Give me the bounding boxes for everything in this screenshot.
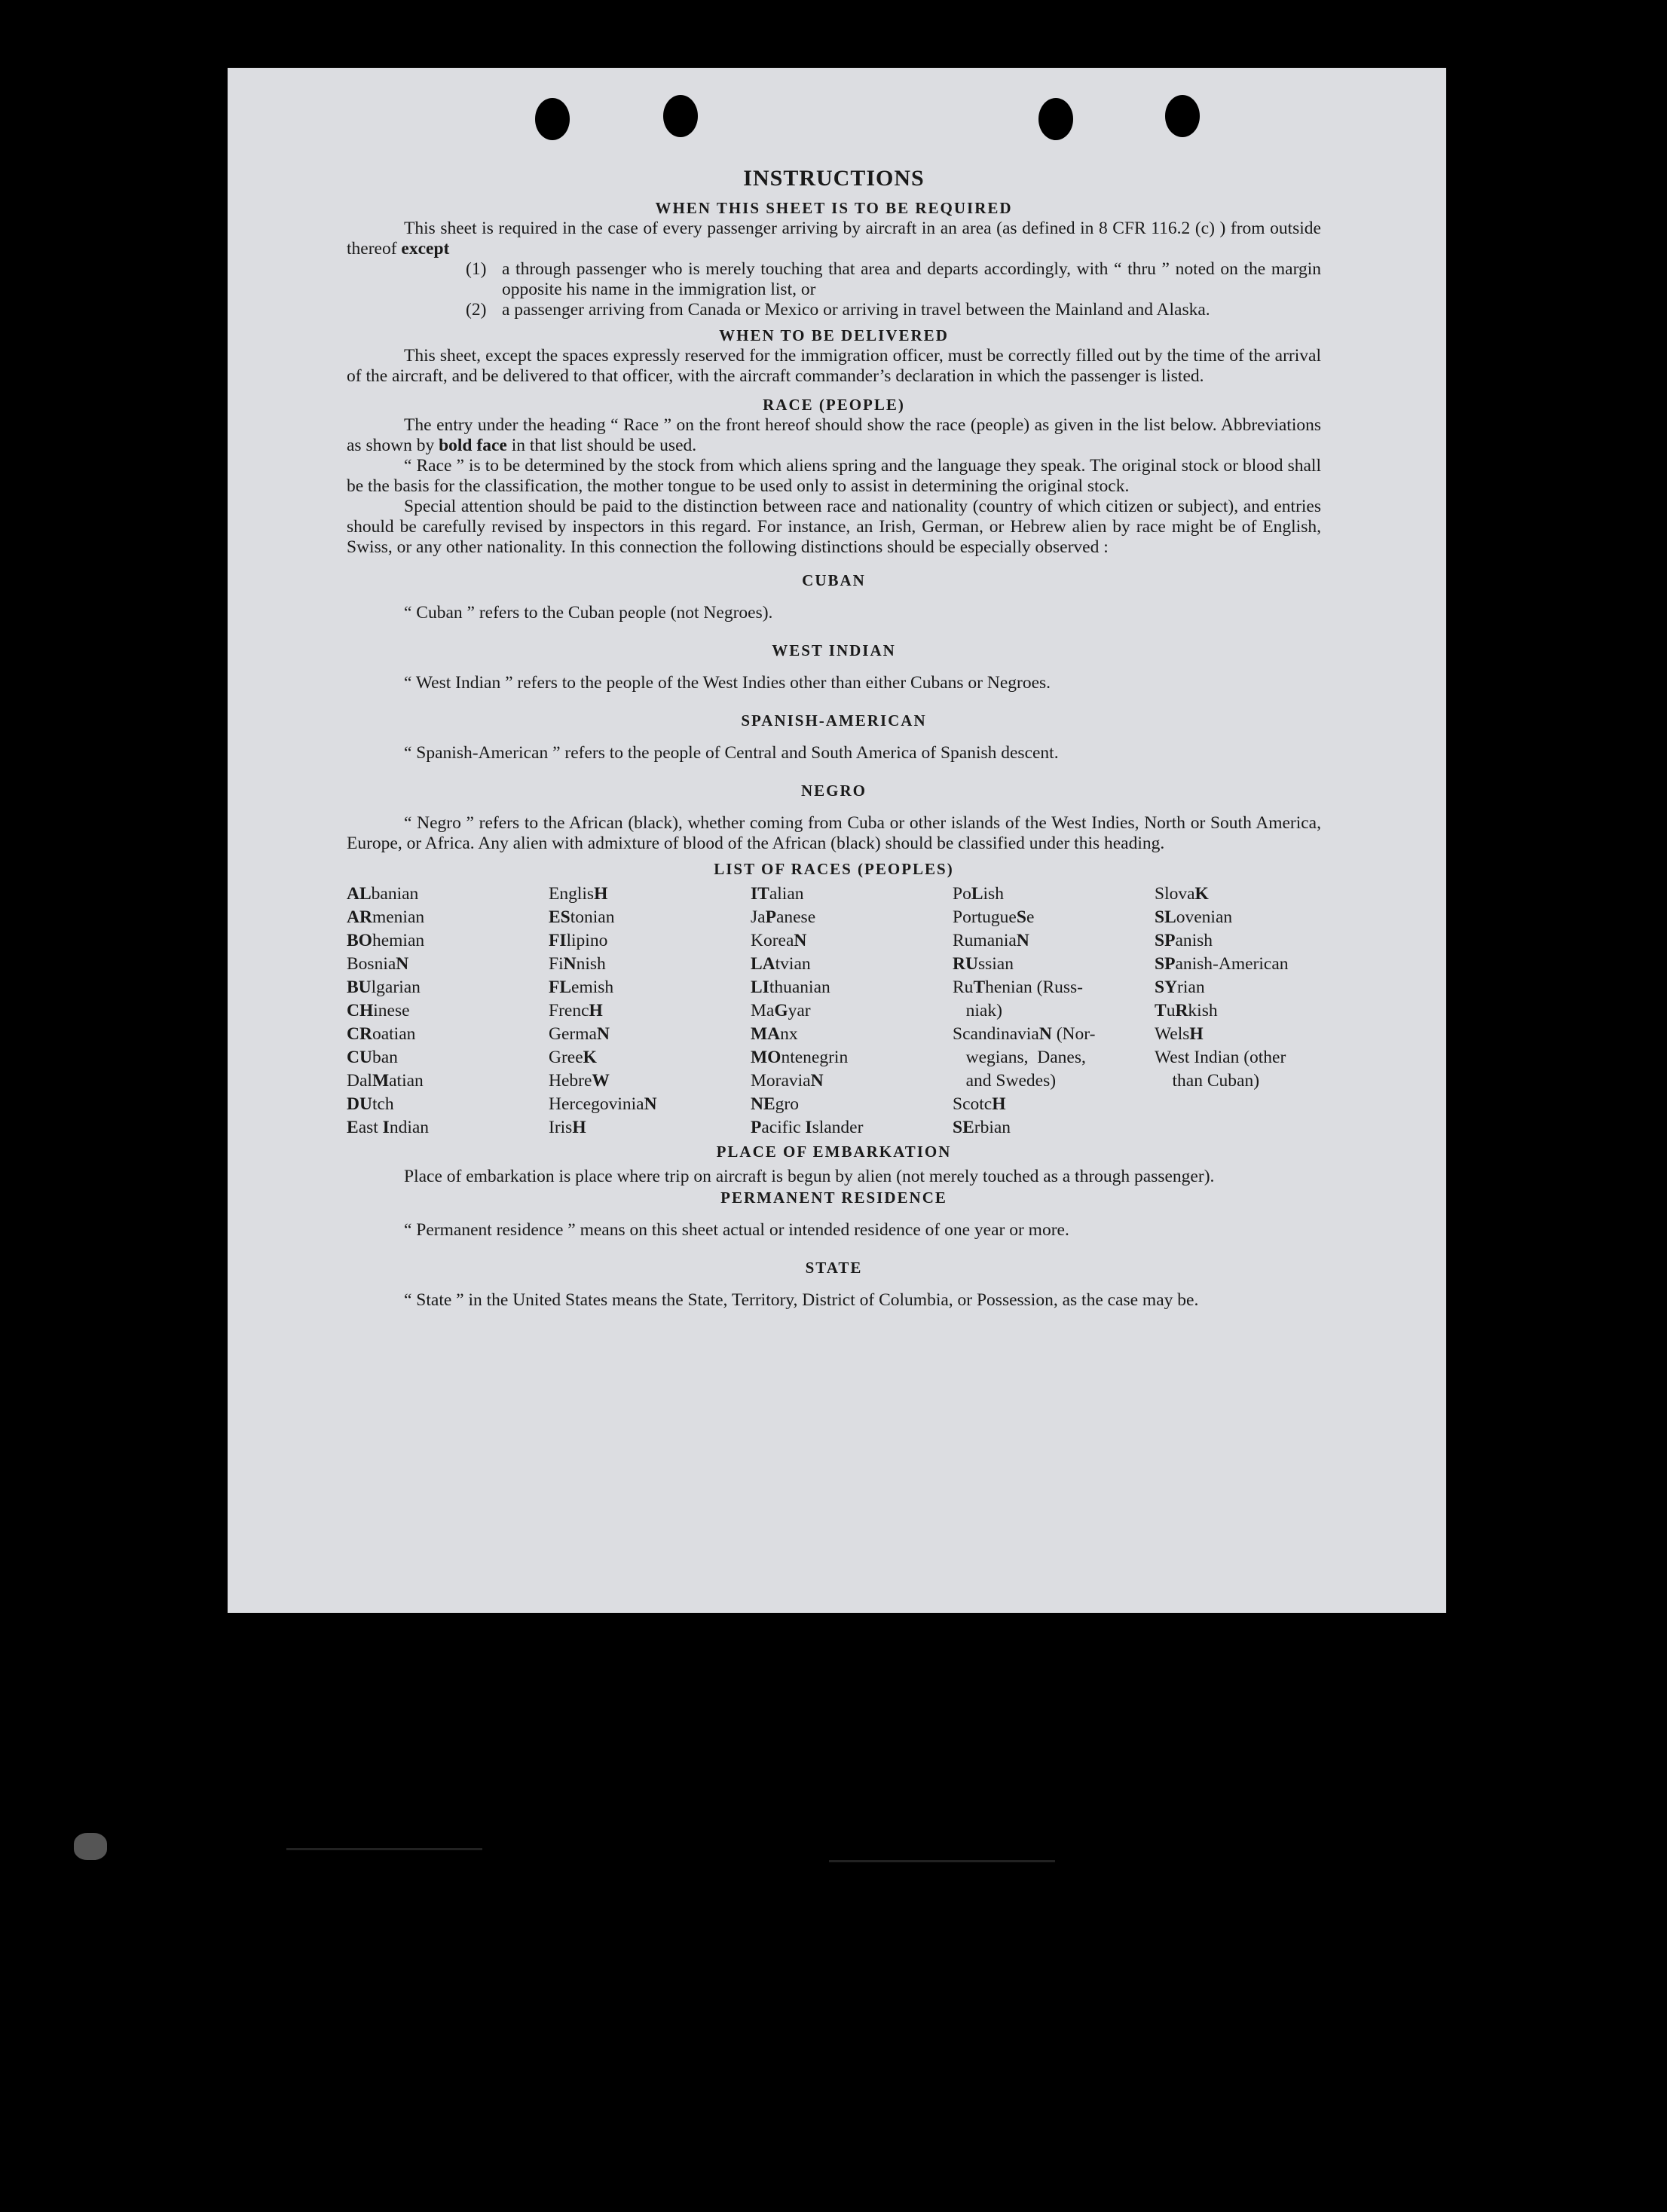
- race-entry: FLemish: [549, 978, 614, 997]
- race-entry: SErbian: [953, 1118, 1011, 1137]
- heading-permanent-residence: PERMANENT RESIDENCE: [720, 1189, 947, 1207]
- race-entry: CUban: [347, 1048, 398, 1067]
- when-required-text: [347, 219, 1321, 259]
- item-text: a through passenger who is merely touching that area and departs accordingly, with “ thru ” noted on the margin opposite his name in the immigration list, or: [502, 259, 1321, 299]
- race-entry: RumaniaN: [953, 931, 1029, 950]
- race-entry: WelsH: [1155, 1024, 1204, 1044]
- race-entry: GermaN: [549, 1024, 610, 1044]
- bold-face-word: bold face: [439, 436, 507, 455]
- race-entry: MAnx: [751, 1024, 798, 1044]
- races-column: [751, 883, 953, 1140]
- race-entry: HercegoviniaN: [549, 1094, 657, 1114]
- races-column: [953, 883, 1155, 1140]
- instructions-content: [347, 166, 1321, 1311]
- race-entry: wegians, Danes,: [953, 1048, 1086, 1067]
- heading-west-indian: WEST INDIAN: [772, 641, 896, 659]
- race-entry: FiNnish: [549, 954, 606, 974]
- race-entry: EnglisH: [549, 884, 608, 904]
- race-entry: LAtvian: [751, 954, 811, 974]
- race-entry: MOntenegrin: [751, 1048, 849, 1067]
- page-title: INSTRUCTIONS: [743, 166, 925, 191]
- heading-spanish-american: SPANISH-AMERICAN: [741, 711, 927, 730]
- race-para-3: Special attention should be paid to the distinction between race and nationality (country of which citizen or subject), and entries should be carefully revised by inspectors in this regard. For instance, an Irish, German, or Hebrew alien by race might be of English, Swiss, or any other nationality. In this connection the following distinctions should be especially observed :: [347, 497, 1321, 557]
- scan-artifact: [286, 1848, 482, 1850]
- race-entry: MoraviaN: [751, 1071, 824, 1091]
- list-item: [466, 300, 1321, 320]
- punch-hole: [535, 98, 570, 140]
- heading-race: RACE (PEOPLE): [763, 396, 905, 414]
- race-entry: BUlgarian: [347, 978, 421, 997]
- race-para-2: “ Race ” is to be determined by the stock from which aliens spring and the language they speak. The original stock or blood shall be the basis for the classification, the mother tongue to be used only to assist in determining the original stock.: [347, 456, 1321, 496]
- race-entry: ITalian: [751, 884, 804, 904]
- race-entry: East Indian: [347, 1118, 430, 1137]
- spanish-american-text: “ Spanish-American ” refers to the people of Central and South America of Spanish descent.: [404, 743, 1059, 763]
- negro-text: “ Negro ” refers to the African (black), whether coming from Cuba or other islands of the West Indies, North or South America, Europe, or Africa. Any alien with admixture of blood of the African (black) should be classified under this heading.: [347, 813, 1321, 853]
- race-entry: RuThenian (Russ-: [953, 978, 1084, 997]
- state-text: “ State ” in the United States means the State, Territory, District of Columbia, or Possession, as the case may be.: [404, 1290, 1199, 1310]
- scan-artifact: [74, 1833, 107, 1860]
- race-entry: ALbanian: [347, 884, 419, 904]
- race-entry: MaGyar: [751, 1001, 811, 1020]
- race-entry: PortugueSe: [953, 907, 1035, 927]
- when-delivered-text: This sheet, except the spaces expressly reserved for the immigration officer, must be correctly filled out by the time of the arrival of the aircraft, and be delivered to that officer, with the aircraft commander’s declaration in which the passenger is listed.: [347, 346, 1321, 386]
- race-entry: KoreaN: [751, 931, 807, 950]
- race-para-1b: in that list should be used.: [511, 436, 697, 455]
- race-entry: ARmenian: [347, 907, 425, 927]
- race-entry: NEgro: [751, 1094, 799, 1114]
- race-entry: SPanish: [1155, 931, 1213, 950]
- race-entry: HebreW: [549, 1071, 610, 1091]
- cuban-text: “ Cuban ” refers to the Cuban people (not Negroes).: [404, 603, 773, 623]
- race-entry: niak): [953, 1001, 1002, 1020]
- race-entry: SlovaK: [1155, 884, 1209, 904]
- race-entry: LIthuanian: [751, 978, 830, 997]
- permanent-residence-text: “ Permanent residence ” means on this sheet actual or intended residence of one year or more.: [404, 1220, 1069, 1240]
- heading-state: STATE: [805, 1259, 863, 1277]
- race-entry: SPanish-American: [1155, 954, 1289, 974]
- race-entry: PoLish: [953, 884, 1004, 904]
- race-entry: JaPanese: [751, 907, 816, 927]
- race-entry: RUssian: [953, 954, 1014, 974]
- except-word: except: [401, 239, 450, 259]
- race-entry: GreeK: [549, 1048, 597, 1067]
- race-entry: CHinese: [347, 1001, 410, 1020]
- item-number: (2): [466, 300, 487, 320]
- race-entry: West Indian (other: [1155, 1048, 1286, 1067]
- race-entry: DUtch: [347, 1094, 394, 1114]
- list-item: [466, 259, 1321, 300]
- embarkation-text: Place of embarkation is place where trip on aircraft is begun by alien (not merely touched as a through passenger).: [404, 1167, 1215, 1186]
- race-entry: DalMatian: [347, 1071, 424, 1091]
- scan-artifact: [829, 1860, 1055, 1862]
- race-entry: BOhemian: [347, 931, 425, 950]
- race-para-1: [347, 415, 1321, 456]
- punch-hole: [1165, 95, 1200, 137]
- race-para-1a: The entry under the heading “ Race ” on the front hereof should show the race (people) as given in the list below. Abbreviations as shown by: [347, 415, 1321, 455]
- race-entry: SLovenian: [1155, 907, 1233, 927]
- punch-hole: [663, 95, 698, 137]
- item-number: (1): [466, 259, 487, 279]
- race-entry: and Swedes): [953, 1071, 1057, 1091]
- punch-hole: [1038, 98, 1073, 140]
- race-entry: CRoatian: [347, 1024, 416, 1044]
- race-entry: FIlipino: [549, 931, 608, 950]
- race-entry: BosniaN: [347, 954, 409, 974]
- races-column: [347, 883, 549, 1140]
- west-indian-text: “ West Indian ” refers to the people of the West Indies other than either Cubans or Negroes.: [404, 673, 1051, 693]
- heading-when-required: WHEN THIS SHEET IS TO BE REQUIRED: [655, 199, 1013, 217]
- race-entry: SYrian: [1155, 978, 1205, 997]
- race-entry: FrencH: [549, 1001, 603, 1020]
- race-entry: IrisH: [549, 1118, 586, 1137]
- when-required-para: This sheet is required in the case of every passenger arriving by aircraft in an area (as defined in 8 CFR 116.2 (c) ) from outside thereof: [347, 219, 1321, 259]
- race-entry: than Cuban): [1155, 1071, 1260, 1091]
- heading-embarkation: PLACE OF EMBARKATION: [716, 1143, 952, 1161]
- races-column: [1155, 883, 1335, 1140]
- item-text: a passenger arriving from Canada or Mexico or arriving in travel between the Mainland and Alaska.: [502, 300, 1210, 320]
- race-entry: ScotcH: [953, 1094, 1006, 1114]
- heading-cuban: CUBAN: [802, 571, 866, 589]
- races-table: [347, 883, 1321, 1140]
- race-entry: Pacific Islander: [751, 1118, 864, 1137]
- heading-list-of-races: LIST OF RACES (PEOPLES): [714, 860, 954, 878]
- heading-when-delivered: WHEN TO BE DELIVERED: [719, 326, 949, 344]
- heading-negro: NEGRO: [800, 782, 867, 800]
- race-entry: TuRkish: [1155, 1001, 1218, 1020]
- document-page: [228, 68, 1446, 1613]
- races-column: [549, 883, 751, 1140]
- race-entry: EStonian: [549, 907, 615, 927]
- race-entry: ScandinaviaN (Nor-: [953, 1024, 1096, 1044]
